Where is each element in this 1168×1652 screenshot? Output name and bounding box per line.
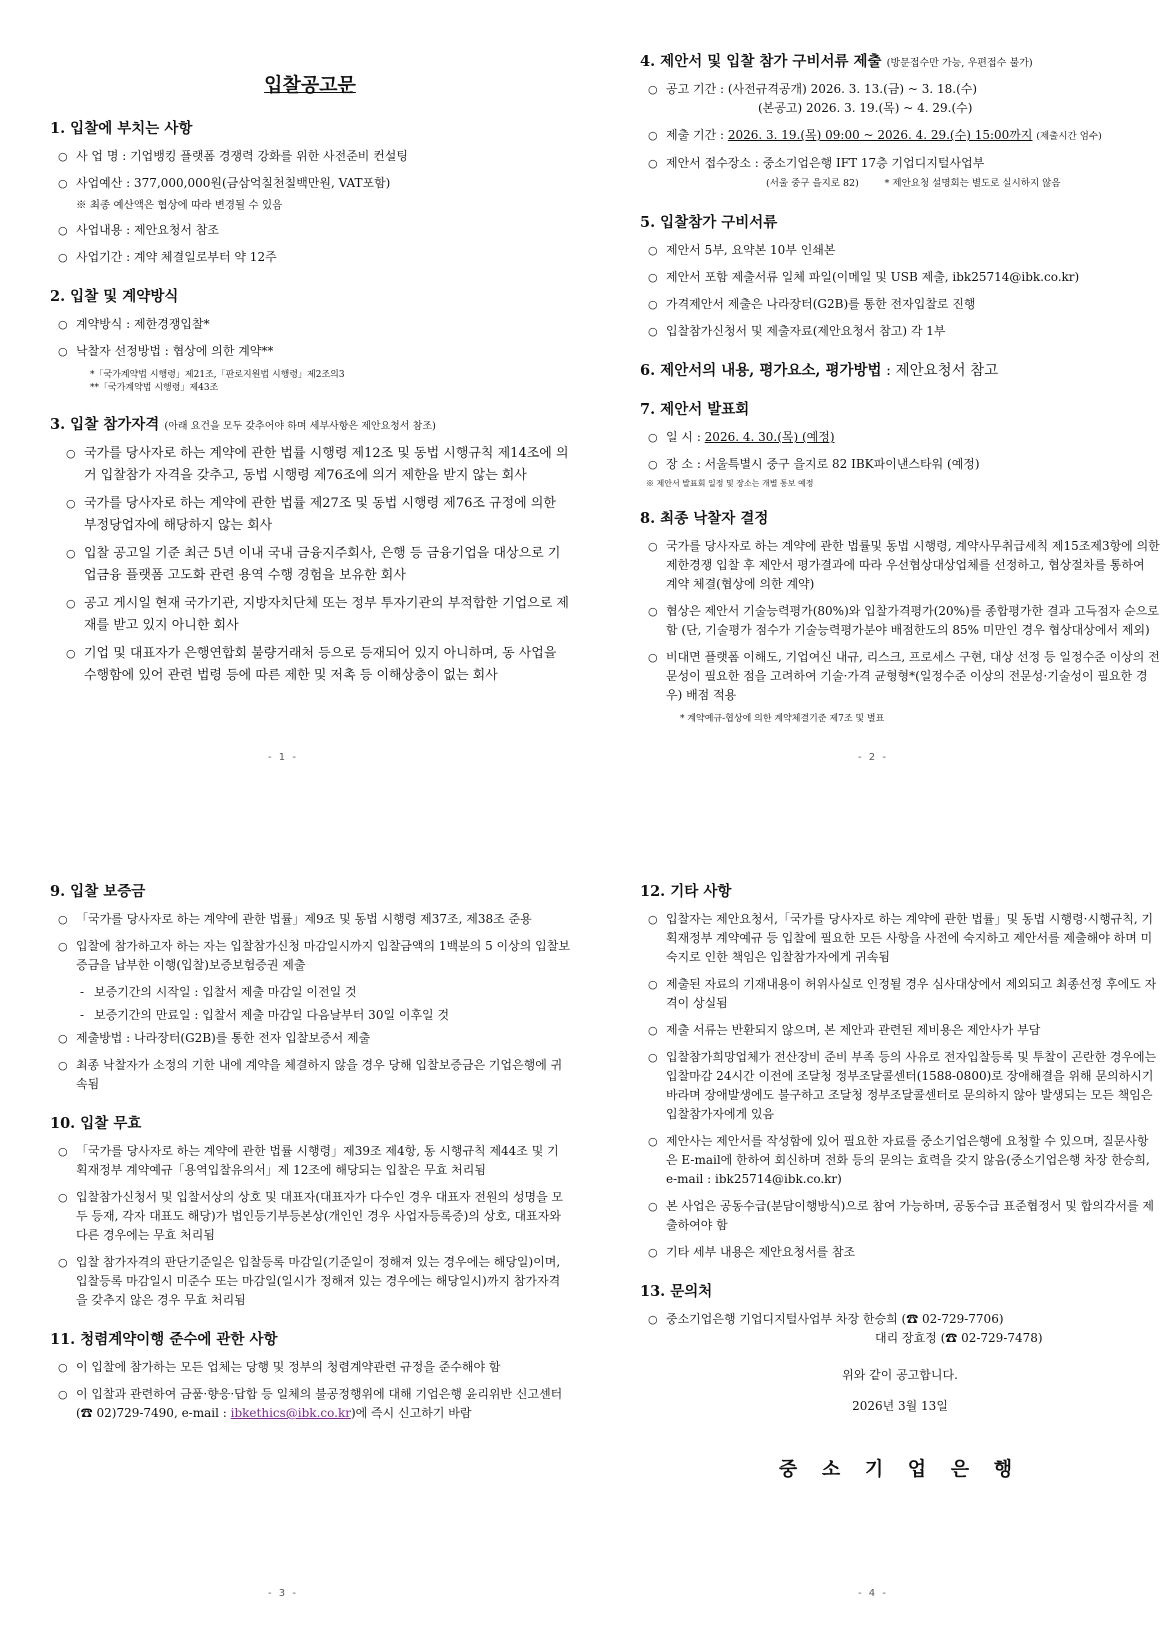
section-8-item: ○ 비대면 플랫폼 이해도, 기업여신 내규, 리스크, 프로세스 구현, 대상 선정 등 일정수준 이상의 전문성이 필요한 점을 고려하여 기술·가격 균형형*(일정수준 이상의 전문성·기술성이 필요한 경우) 배점 적용 xyxy=(640,648,1160,705)
section-2-item: ○ 계약방식 : 제한경쟁입찰* xyxy=(50,315,570,334)
section-8-note: * 계약예규-협상에 의한 계약체결기준 제7조 및 별표 xyxy=(680,714,885,724)
section-3-item: ○ 기업 및 대표자가 은행연합회 불량거래처 등으로 등재되어 있지 아니하며, 동 사업을 수행함에 있어 관련 법령 등에 따른 제한 및 저촉 등 이해상충이 없는 회사 xyxy=(50,643,570,687)
section-10-item: ○ 「국가를 당사자로 하는 계약에 관한 법률 시행령」제39조 제4항, 동 시행규칙 제44조 및 기획재정부 계약예규「용역입찰유의서」제 12조에 해당되는 입찰은 무효 처리됨 xyxy=(50,1142,570,1180)
page-number: - 4 - xyxy=(858,1588,888,1599)
ethics-text: 이 입찰과 관련하여 금품·향응·답합 등 일체의 불공정행위에 대해 기업은행 윤리위반 신고센터(☎ 02)729-7490, e-mail : xyxy=(76,1387,563,1420)
ethics-email-link[interactable]: ibkethics@ibk.co.kr xyxy=(230,1406,351,1420)
section-5-item: ○ 입찰참가신청서 및 제출자료(제안요청서 참고) 각 1부 xyxy=(640,322,1160,341)
section-11-item: ○ 이 입찰에 참가하는 모든 업체는 당행 및 정부의 청렴계약관련 규정을 준수해야 함 xyxy=(50,1358,570,1377)
section-12-item: ○ 제출 서류는 반환되지 않으며, 본 제안과 관련된 제비용은 제안사가 부담 xyxy=(640,1021,1160,1040)
section-3-item: ○ 국가를 당사자로 하는 계약에 관한 법률 제27조 및 동법 시행령 제76조 규정에 의한 부정당업자에 해당하지 않는 회사 xyxy=(50,493,570,537)
section-1-heading: 1. 입찰에 부치는 사항 xyxy=(50,120,193,137)
section-10-item: ○ 입찰 참가자격의 판단기준일은 입찰등록 마감일(기준일이 정해져 있는 경우에는 해당일)이며, 입찰등록 마감일시 미준수 또는 마감일(일시가 정해져 있는 경우에는 해당일시)까지 참가자격을 갖추지 않은 경우 무효 처리됨 xyxy=(50,1253,570,1310)
submission-place-address: (서울 중구 을지로 82) xyxy=(766,178,859,189)
section-8-item: ○ 협상은 제안서 기술능력평가(80%)와 입찰가격평가(20%)를 종합평가한 결과 고득점자 순으로 함 (단, 기술평가 점수가 기술능력평가분야 배점한도의 85% 미만인 경우 협상대상에서 제외) xyxy=(640,602,1160,640)
section-2-note: *「국가계약법 시행령」제21조,「판로지원법 시행령」제2조의3 xyxy=(90,370,345,380)
section-9 xyxy=(50,880,570,1094)
section-8-item: ○ 국가를 당사자로 하는 계약에 관한 법률및 동법 시행령, 계약사무취급세칙 제15조제3항에 의한 제한경쟁 입찰 후 제안서 평가결과에 따라 우선협상대상업체를 선정하고, 협상절차를 통하여 계약 체결(협상에 의한 계약) xyxy=(640,537,1160,594)
organization-name: 중 소 기 업 은 행 xyxy=(778,1458,1022,1480)
contact-line-1: ○ 중소기업은행 기업디지털사업부 차장 한승희 (☎ 02-729-7706) xyxy=(640,1310,1160,1329)
section-1-item: ○ 사업기간 : 계약 체결일로부터 약 12주 xyxy=(50,248,570,267)
section-12-item: ○ 기타 세부 내용은 제안요청서를 참조 xyxy=(640,1243,1160,1262)
section-7-heading: 7. 제안서 발표회 xyxy=(640,401,750,418)
notice-date: 2026년 3월 13일 xyxy=(852,1399,948,1413)
section-1-item: ○ 사 업 명 : 기업뱅킹 플랫폼 경쟁력 강화를 위한 사전준비 컨설팅 xyxy=(50,147,570,166)
closing-text: 위와 같이 공고합니다. xyxy=(842,1368,958,1382)
section-9-item: ○ 최종 낙찰자가 소정의 기한 내에 계약을 체결하지 않을 경우 당해 입찰보증금은 기업은행에 귀속됨 xyxy=(50,1056,570,1094)
section-5 xyxy=(640,211,1160,341)
budget-note: ※ 최종 예산액은 협상에 따라 변경될 수 있음 xyxy=(76,199,283,211)
section-1-item: ○ 사업내용 : 제안요청서 참조 xyxy=(50,221,570,240)
section-4-title: 4. 제안서 및 입찰 참가 구비서류 제출 xyxy=(640,53,882,70)
presentation-date xyxy=(640,428,1160,447)
page-number: - 2 - xyxy=(858,752,888,763)
section-1 xyxy=(50,117,570,267)
section-9-heading: 9. 입찰 보증금 xyxy=(50,883,146,900)
section-3-heading xyxy=(50,413,570,434)
presentation-note: ※ 제안서 발표회 일정 및 장소는 개별 통보 예정 xyxy=(646,479,814,488)
section-2 xyxy=(50,285,570,395)
section-6-title: 6. 제안서의 내용, 평가요소, 평가방법 xyxy=(640,362,882,379)
section-9-item: ○ 입찰에 참가하고자 하는 자는 입찰참가신청 마감일시까지 입찰금액의 1백분의 5 이상의 입찰보증금을 납부한 이행(입찰)보증보험증권 제출 xyxy=(50,937,570,975)
ethics-text-end: )에 즉시 신고하기 바람 xyxy=(350,1406,472,1420)
submission-value: 2026. 3. 19.(목) 09:00 ~ 2026. 4. 29.(수) 15:00까지 xyxy=(727,128,1033,142)
presentation-date-label: 일 시 : xyxy=(666,430,705,444)
section-8-heading: 8. 최종 낙찰자 결정 xyxy=(640,510,769,527)
page-number: - 1 - xyxy=(268,752,298,763)
section-10-item: ○ 입찰참가신청서 및 입찰서상의 상호 및 대표자(대표자가 다수인 경우 대표자 전원의 성명을 모두 등재, 각자 대표도 해당)가 법인등기부등본상(개인인 경우 사업자등록증)의 상호, 대표자와 다른 경우에는 무효 처리됨 xyxy=(50,1188,570,1245)
presentation-date-value: 2026. 4. 30.(목) (예정) xyxy=(704,430,835,444)
section-10 xyxy=(50,1112,570,1310)
section-9-item: ○ 「국가를 당사자로 하는 계약에 관한 법률」제9조 및 동법 시행령 제37조, 제38조 준용 xyxy=(50,910,570,929)
presentation-place: ○ 장 소 : 서울특별시 중구 을지로 82 IBK파이낸스타워 (예정) xyxy=(640,455,1160,474)
section-3-item: ○ 공고 게시일 현재 국가기관, 지방자치단체 또는 정부 투자기관의 부적합한 기업으로 제재를 받고 있지 아니한 회사 xyxy=(50,593,570,637)
page-3 xyxy=(50,880,570,1441)
guarantee-end: - 보증기간의 만료일 : 입찰서 제출 마감일 다음날부터 30일 이후일 것 xyxy=(50,1006,570,1025)
section-12-heading: 12. 기타 사항 xyxy=(640,883,732,900)
section-1-item: ○ 사업예산 : 377,000,000원(금삼억칠천칠백만원, VAT포함) xyxy=(50,174,570,193)
section-6 xyxy=(640,359,1160,380)
contact-line-2: 대리 장효정 (☎ 02-729-7478) xyxy=(875,1331,1043,1345)
notice-period xyxy=(640,80,1160,118)
guarantee-start: - 보증기간의 시작일 : 입찰서 제출 마감일 이전일 것 xyxy=(50,983,570,1002)
submission-note: (제출시간 엄수) xyxy=(1036,131,1102,142)
section-4 xyxy=(640,50,1160,193)
section-6-heading xyxy=(640,359,1160,380)
section-13-heading: 13. 문의처 xyxy=(640,1283,713,1300)
document-title: 입찰공고문 xyxy=(264,74,356,96)
section-2-item: ○ 낙찰자 선정방법 : 협상에 의한 계약** xyxy=(50,342,570,361)
section-12-item: ○ 제안사는 제안서를 작성함에 있어 필요한 자료를 중소기업은행에 요청할 수 있으며, 질문사항은 E-mail에 한하여 회신하며 전화 등의 문의는 효력을 갖지 않음(중소기업은행 차장 한승희, e-mail : ibk25714@ibk.co.kr) xyxy=(640,1132,1160,1189)
section-2-note: **「국가계약법 시행령」제43조 xyxy=(90,383,219,393)
section-3-item: ○ 입찰 공고일 기준 최근 5년 이내 국내 금융지주회사, 은행 등 금융기업을 대상으로 기업금융 플랫폼 고도화 관련 용역 수행 경험을 보유한 회사 xyxy=(50,543,570,587)
notice-period-line2: (본공고) 2026. 3. 19.(목) ~ 4. 29.(수) xyxy=(758,101,973,115)
section-3-title: 3. 입찰 참가자격 xyxy=(50,416,160,433)
section-2-heading: 2. 입찰 및 계약방식 xyxy=(50,288,179,305)
section-5-heading: 5. 입찰참가 구비서류 xyxy=(640,214,778,231)
section-12 xyxy=(640,880,1160,1262)
section-8 xyxy=(640,507,1160,726)
section-11 xyxy=(50,1328,570,1423)
page-4 xyxy=(640,880,1160,1481)
section-3 xyxy=(50,413,570,687)
briefing-note: * 제안요청 설명회는 별도로 실시하지 않음 xyxy=(884,178,1061,189)
section-5-item: ○ 가격제안서 제출은 나라장터(G2B)를 통한 전자입찰로 진행 xyxy=(640,295,1160,314)
section-13 xyxy=(640,1280,1160,1348)
section-12-item: ○ 입찰참가희망업체가 전산장비 준비 부족 등의 사유로 전자입찰등록 및 투찰이 곤란한 경우에는 입찰마감 24시간 이전에 조달청 정부조달콜센터(1588-0800)로 장애해결을 위해 문의하시기 바라며 장애발생에도 불구하고 조달청 정부조달콜센터로 문의하지 않아 발생되는 모든 책임은 입찰참가자에게 있음 xyxy=(640,1048,1160,1124)
submission-period xyxy=(640,126,1160,146)
section-4-heading xyxy=(640,50,1160,71)
notice-period-label: 공고 기간 : xyxy=(666,82,728,96)
page-number: - 3 - xyxy=(268,1588,298,1599)
section-12-item: ○ 입찰자는 제안요청서,「국가를 당사자로 하는 계약에 관한 법률」및 동법 시행령·시행규칙, 기획재정부 계약예규 등 입찰에 필요한 모든 사항을 사전에 숙지하고 제안서를 제출해야 하며 미숙지로 인한 책임은 입찰참가자에게 귀속됨 xyxy=(640,910,1160,967)
page-2 xyxy=(640,50,1160,744)
submission-label: 제출 기간 : xyxy=(666,128,728,142)
notice-period-line1: (사전규격공개) 2026. 3. 13.(금) ~ 3. 18.(수) xyxy=(727,82,978,96)
section-4-note: (방문접수만 가능, 우편접수 불가) xyxy=(886,58,1033,69)
section-9-item: ○ 제출방법 : 나라장터(G2B)를 통한 전자 입찰보증서 제출 xyxy=(50,1029,570,1048)
section-11-heading: 11. 청렴계약이행 준수에 관한 사항 xyxy=(50,1331,278,1348)
section-3-note: (아래 요건을 모두 갖추어야 하며 세부사항은 제안요청서 참조) xyxy=(164,421,436,432)
submission-place xyxy=(640,154,1160,193)
section-10-heading: 10. 입찰 무효 xyxy=(50,1115,142,1132)
section-6-tail: : 제안요청서 참고 xyxy=(881,363,999,379)
page-1 xyxy=(50,50,570,705)
section-12-item: ○ 본 사업은 공동수급(분담이행방식)으로 참여 가능하며, 공동수급 표준협정서 및 합의각서를 제출하여야 함 xyxy=(640,1197,1160,1235)
submission-place-label: 제안서 접수장소 : 중소기업은행 IFT 17층 기업디지털사업부 xyxy=(666,156,985,170)
section-5-item: ○ 제안서 포함 제출서류 일체 파일(이메일 및 USB 제출, ibk25714@ibk.co.kr) xyxy=(640,268,1160,287)
section-11-item xyxy=(50,1385,570,1423)
section-7 xyxy=(640,398,1160,489)
section-5-item: ○ 제안서 5부, 요약본 10부 인쇄본 xyxy=(640,241,1160,260)
section-12-item: ○ 제출된 자료의 기재내용이 허위사실로 인정될 경우 심사대상에서 제외되고 최종선정 후에도 자격이 상실됨 xyxy=(640,975,1160,1013)
section-3-item: ○ 국가를 당사자로 하는 계약에 관한 법률 시행령 제12조 및 동법 시행규칙 제14조에 의거 입찰참가 자격을 갖추고, 동법 시행령 제76조에 의거 제한을 받지 않는 회사 xyxy=(50,443,570,487)
